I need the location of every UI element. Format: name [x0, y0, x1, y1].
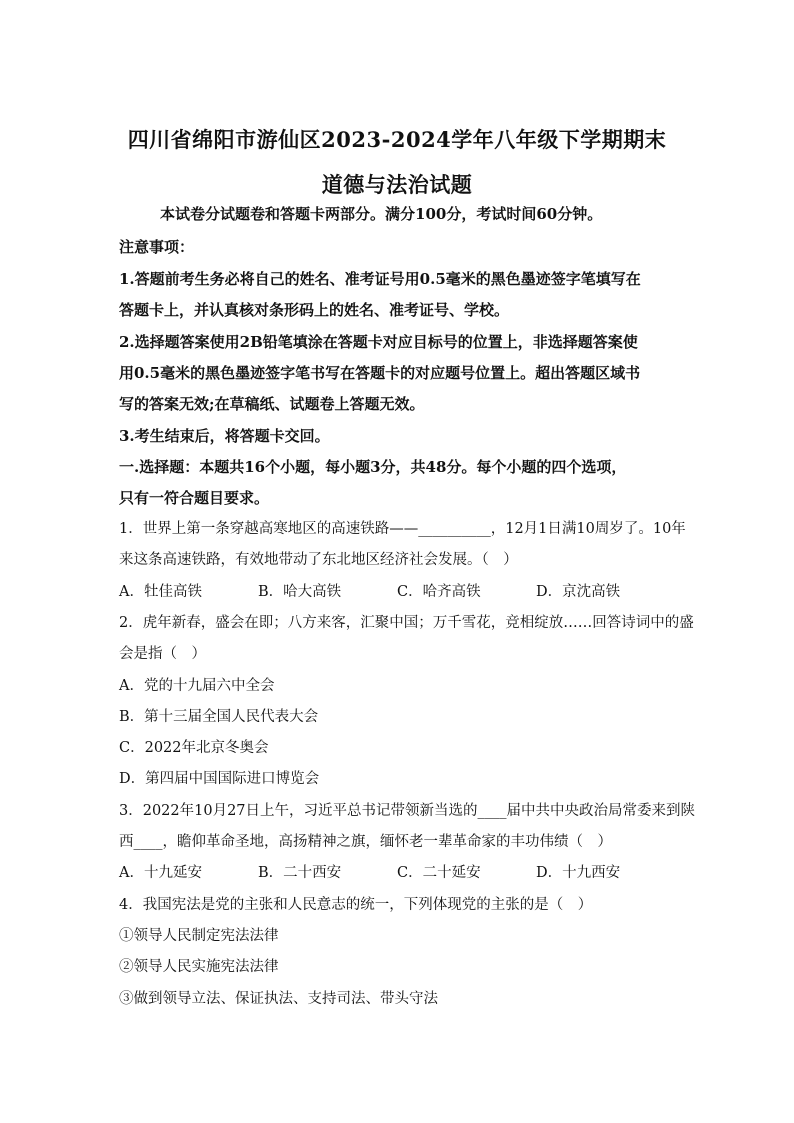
question-3-line-2: 西____，瞻仰革命圣地，高扬精神之旗，缅怀老一辈革命家的丰功伟绩（ ）	[119, 834, 612, 850]
question-4-item-3: ③做到领导立法、保证执法、支持司法、带头守法	[119, 991, 438, 1007]
question-1-option-a: A．牡佳高铁	[119, 584, 202, 600]
section-heading-line-1: 一.选择题：本题共16个小题，每小题3分，共48分。每个小题的四个选项，	[119, 458, 627, 476]
question-3-option-a: A．十九延安	[119, 865, 202, 881]
section-heading-line-2: 只有一符合题目要求。	[119, 489, 270, 507]
question-3-option-d: D．十九西安	[536, 865, 621, 881]
notice-item-2-line-2: 用0.5毫米的黑色墨迹签字笔书写在答题卡的对应题号位置上。超出答题区域书	[119, 364, 641, 382]
question-2-option-c: C．2022年北京冬奥会	[119, 740, 269, 756]
question-3-option-c: C．二十延安	[397, 865, 481, 881]
question-3-option-b: B．二十西安	[258, 865, 342, 881]
question-4-item-2: ②领导人民实施宪法法律	[119, 959, 279, 975]
question-4-line-1: 4．我国宪法是党的主张和人民意志的统一，下列体现党的主张的是（ ）	[119, 897, 593, 913]
question-1-option-b: B．哈大高铁	[258, 584, 342, 600]
exam-title-line2: 道德与法治试题	[321, 172, 473, 197]
question-1-line-1: 1．世界上第一条穿越高寒地区的高速铁路——__________，12月1日满10周岁了。10年	[119, 521, 686, 537]
question-3-line-1: 3．2022年10月27日上午，习近平总书记带领新当选的____届中共中央政治局常委来到陕	[119, 803, 696, 819]
question-1-line-2: 来这条高速铁路，有效地带动了东北地区经济社会发展。（ ）	[119, 552, 518, 568]
question-2-option-b: B．第十三届全国人民代表大会	[119, 709, 319, 725]
question-2-option-d: D．第四届中国国际进口博览会	[119, 771, 320, 787]
question-1-option-c: C．哈齐高铁	[397, 584, 481, 600]
notice-item-1-line-2: 答题卡上，并认真核对条形码上的姓名、准考证号、学校。	[119, 301, 510, 319]
notice-item-3: 3.考生结束后，将答题卡交回。	[119, 427, 330, 445]
notice-heading: 注意事项：	[119, 238, 195, 256]
question-2-line-1: 2．虎年新春，盛会在即；八方来客，汇聚中国；万千雪花，竞相绽放……回答诗词中的盛	[119, 615, 694, 631]
exam-intro: 本试卷分试题卷和答题卡两部分。满分100分，考试时间60分钟。	[160, 205, 603, 223]
question-4-item-1: ①领导人民制定宪法法律	[119, 928, 279, 944]
exam-title-line1: 四川省绵阳市游仙区2023-2024学年八年级下学期期末	[127, 127, 667, 152]
notice-item-2-line-3: 写的答案无效;在草稿纸、试题卷上答题无效。	[119, 395, 425, 413]
notice-item-2-line-1: 2.选择题答案使用2B铅笔填涂在答题卡对应目标号的位置上，非选择题答案使	[119, 333, 638, 351]
question-2-line-2: 会是指（ ）	[119, 646, 206, 662]
notice-item-1-line-1: 1.答题前考生务必将自己的姓名、准考证号用0.5毫米的黑色墨迹签字笔填写在	[119, 270, 641, 288]
question-1-option-d: D．京沈高铁	[536, 584, 621, 600]
question-2-option-a: A．党的十九届六中全会	[119, 678, 275, 694]
